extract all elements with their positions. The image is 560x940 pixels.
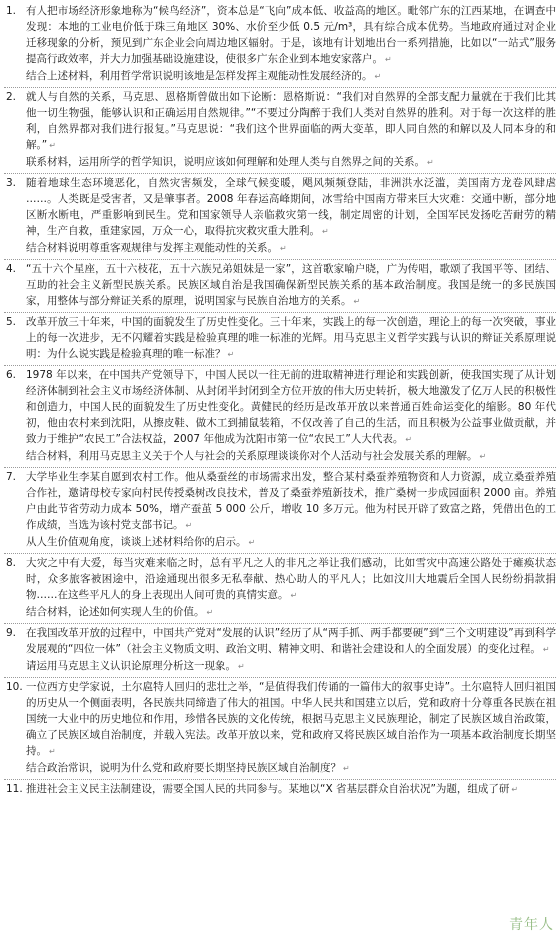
paragraph-mark-icon: ↵: [227, 350, 235, 359]
paragraph-mark-icon: ↵: [374, 72, 382, 81]
question-number: 11.: [6, 783, 23, 795]
question-item: [4, 174, 556, 260]
question-body: [26, 261, 556, 310]
question-material: 大学毕业生李某自愿到农村工作。他从桑蚕丝的市场需求出发，整合某村桑蚕养殖物资和人力资源，成立桑蚕养殖合作社，邀请母校专家向村民传授桑树改良技术，普及了桑蚕养殖新技术，推广桑树一步成园面积 2000 亩。养殖户由此节省劳动力成本 50%，增产蚕茧 5 000 公斤，增收 10 多万元。他为村民开辟了致富之路，凭借出色的工作成绩，当选为该村党支部书记。 ↵: [26, 471, 556, 531]
question-prompt: 结合材料，论述如何实现人生的价值。 ↵: [26, 606, 214, 618]
question-number: 6.: [6, 369, 17, 381]
paragraph-mark-icon: ↵: [280, 244, 287, 253]
question-body: [26, 555, 556, 621]
question-prompt: 结合上述材料，利用哲学常识说明该地是怎样发挥主观能动性发展经济的。 ↵: [26, 70, 382, 82]
question-material: 随着地球生态环境恶化，自然灾害频发，全球气候变暖，飓风频频登陆，非洲洪水泛滥，美国南方龙卷风肆虐 ……。人类既是受害者，又是肇事者。2008 年春运高峰期间，冰雪给中国南方带来巨大灾难：交通中断，部分地区断水断电，严重影响到民生。党和国家领导人亲临救灾第一线，制定周密的计划，全国军民发扬吃苦耐劳的精神，生产自救，重建家园，万众一心，取得抗灾救灾重大胜利。 ↵: [26, 177, 556, 237]
watermark-logo: 青年人: [509, 917, 554, 933]
question-material: 大灾之中有大爱，每当灾难来临之时，总有平凡之人的非凡之举让我们感动，比如雪灾中高速公路处于瘫痪状态时，众多旅客被困途中，沿途通现出很多无私奉献、热心助人的平凡人；比如汶川大地震后全国人民纷纷捐款捐物……在这些平凡人的身上表现出人间可贵的真情实意。 ↵: [26, 557, 556, 601]
question-item: [4, 88, 556, 174]
question-body: [26, 625, 556, 675]
paragraph-mark-icon: ↵: [427, 158, 434, 167]
question-item: [4, 678, 556, 780]
paragraph-mark-icon: ↵: [479, 452, 487, 461]
question-body: [26, 469, 556, 551]
question-number: 10.: [6, 681, 23, 693]
paragraph-mark-icon: ↵: [542, 645, 550, 654]
question-body: [26, 175, 556, 257]
question-item: [4, 624, 556, 678]
paragraph-mark-icon: ↵: [185, 521, 193, 530]
question-material: 在我国改革开放的过程中，中国共产党对“发展的认识”经历了从“两手抓、两手都要硬”到“三个文明建设”再到科学发展观的“四位一体”（社会主义物质文明、政治文明、精神文明、和谐社会建设和人的全面发展）的变化过程。 ↵: [26, 627, 556, 655]
paragraph-mark-icon: ↵: [290, 591, 298, 600]
question-item: [4, 313, 556, 366]
question-prompt: 结合材料，利用马克思主义关于个人与社会的关系原理谈谈你对个人活动与社会发展关系的理解。 ↵: [26, 450, 487, 462]
question-body: [26, 367, 556, 465]
question-material: 一位西方史学家说，土尔扈特人回归的悲壮之举，“是值得我们传诵的一篇伟大的叙事史诗”。土尔扈特人回归祖国的历史从一个侧面表明，各民族共同缔造了伟大的祖国。中华人民共和国建立以后，党和政府十分尊重各民族在祖国统一大业中的历史地位和作用，珍惜各民族的文化传统，根据马克思主义民族理论，制定了民族区域自治政策，确立了民族区域自治制度，并载入宪法。改革开放以来，党和政府又将民族区域自治作为一项基本政治制度长期坚持。 ↵: [26, 681, 556, 757]
question-body: [26, 314, 556, 363]
question-item: [4, 366, 556, 468]
question-number: 8.: [6, 557, 17, 569]
question-number: 5.: [6, 316, 17, 328]
question-body: [26, 781, 556, 798]
question-item: [4, 554, 556, 624]
question-body: [26, 679, 556, 777]
question-item: [4, 2, 556, 88]
paragraph-mark-icon: ↵: [238, 662, 245, 671]
paragraph-mark-icon: ↵: [248, 538, 256, 547]
question-number: 2.: [6, 91, 17, 103]
paragraph-mark-icon: ↵: [49, 141, 56, 150]
question-item: [4, 780, 556, 800]
paragraph-mark-icon: ↵: [206, 608, 214, 617]
paragraph-mark-icon: ↵: [322, 227, 329, 236]
question-prompt: 结合政治常识，说明为什么党和政府要长期坚持民族区域自治制度？ ↵: [26, 762, 350, 774]
question-material: 改革开放三十年来，中国的面貌发生了历史性变化。三十年来，实践上的每一次创造，理论上的每一次突破，事业上的每一次进步，无不闪耀着实践是检验真理的唯一标准的光辉。用马克思主义哲学实践与认识的辩证关系原理说明：为什么说实践是检验真理的唯一标准？ ↵: [26, 316, 556, 360]
question-material: 1978 年以来，在中国共产党领导下，中国人民以一往无前的进取精神进行理论和实践创新，使我国实现了从计划经济体制到社会主义市场经济体制、从封闭半封闭到全方位开放的伟大历史转折，极大地激发了亿万人民的积极性和创造力，中国人民的面貌发生了历史性变化。黄健民的经历是改革开放以来普通百姓命运变化的缩影。80 年代初，他由农村来到沈阳，从擦皮鞋、做木工到捕鼠装箱，不仅改善了自己的生活，而且积极为公益事业做贡献，并致力于维护“农民工”合法权益，2007 年他成为沈阳市第一位“农民工”人大代表。 ↵: [26, 369, 556, 445]
question-number: 1.: [6, 5, 17, 17]
question-item: [4, 468, 556, 554]
question-body: [26, 3, 556, 85]
paragraph-mark-icon: ↵: [511, 785, 519, 794]
question-body: [26, 89, 556, 171]
question-prompt: 请运用马克思主义认识论原理分析这一现象。 ↵: [26, 660, 245, 672]
question-number: 3.: [6, 177, 17, 189]
question-number: 4.: [6, 263, 17, 275]
paragraph-mark-icon: ↵: [353, 297, 361, 306]
question-item: [4, 260, 556, 313]
question-number: 9.: [6, 627, 17, 639]
question-prompt: 从人生价值观角度，谈谈上述材料给你的启示。 ↵: [26, 536, 256, 548]
question-material: 有人把市场经济形象地称为“候鸟经济”，资本总是“飞向”成本低、收益高的地区。毗邻广东的江西某地，在调查中发现：本地的工业电价低于珠三角地区 30%、水价至少低 0.5 元/m³，具有综合成本优势。当地政府通过对企业迁移现象的分析，预见到广东企业会向周边地区辐射。于是，该地有计划地出台一系列措施，比如以“一站式”服务提高行政效率，并大力加强基础设施建设，使很多广东企业到本地安家落户。 ↵: [26, 5, 556, 65]
question-prompt: 联系材料，运用所学的哲学知识，说明应该如何理解和处理人类与自然界之间的关系。 ↵: [26, 156, 434, 168]
question-material: “五十六个星座，五十六枝花，五十六族兄弟姐妹是一家”，这首歌家喻户晓，广为传唱，歌颂了我国平等、团结、互助的社会主义新型民族关系。民族区域自治是我国确保新型民族关系的基本政治制度。我国是统一的多民族国家，用整体与部分辩证关系的原理，说明国家与民族自治地方的关系。 ↵: [26, 263, 556, 307]
question-prompt: 结合材料说明尊重客观规律与发挥主观能动性的关系。 ↵: [26, 242, 287, 254]
question-number: 7.: [6, 471, 17, 483]
question-material: 就人与自然的关系，马克思、恩格斯曾做出如下论断：恩格斯说：“我们对自然界的全部支配力量就在于我们比其他一切生物强，能够认识和正确运用自然规律。”“不要过分陶醉于我们人类对自然界的胜利。对于每一次这样的胜利，自然界都对我们进行报复。”马克思说：“我们这个世界面临的两大变革，即人同自然的和解以及人同本身的和解。” ↵: [26, 91, 556, 151]
paragraph-mark-icon: ↵: [343, 764, 350, 773]
question-material: 推进社会主义民主法制建设，需要全国人民的共同参与。某地以“X 省基层群众自治状况”为题，组成了研 ↵: [26, 783, 519, 795]
paragraph-mark-icon: ↵: [49, 747, 56, 756]
paragraph-mark-icon: ↵: [385, 55, 392, 64]
paragraph-mark-icon: ↵: [405, 435, 413, 444]
